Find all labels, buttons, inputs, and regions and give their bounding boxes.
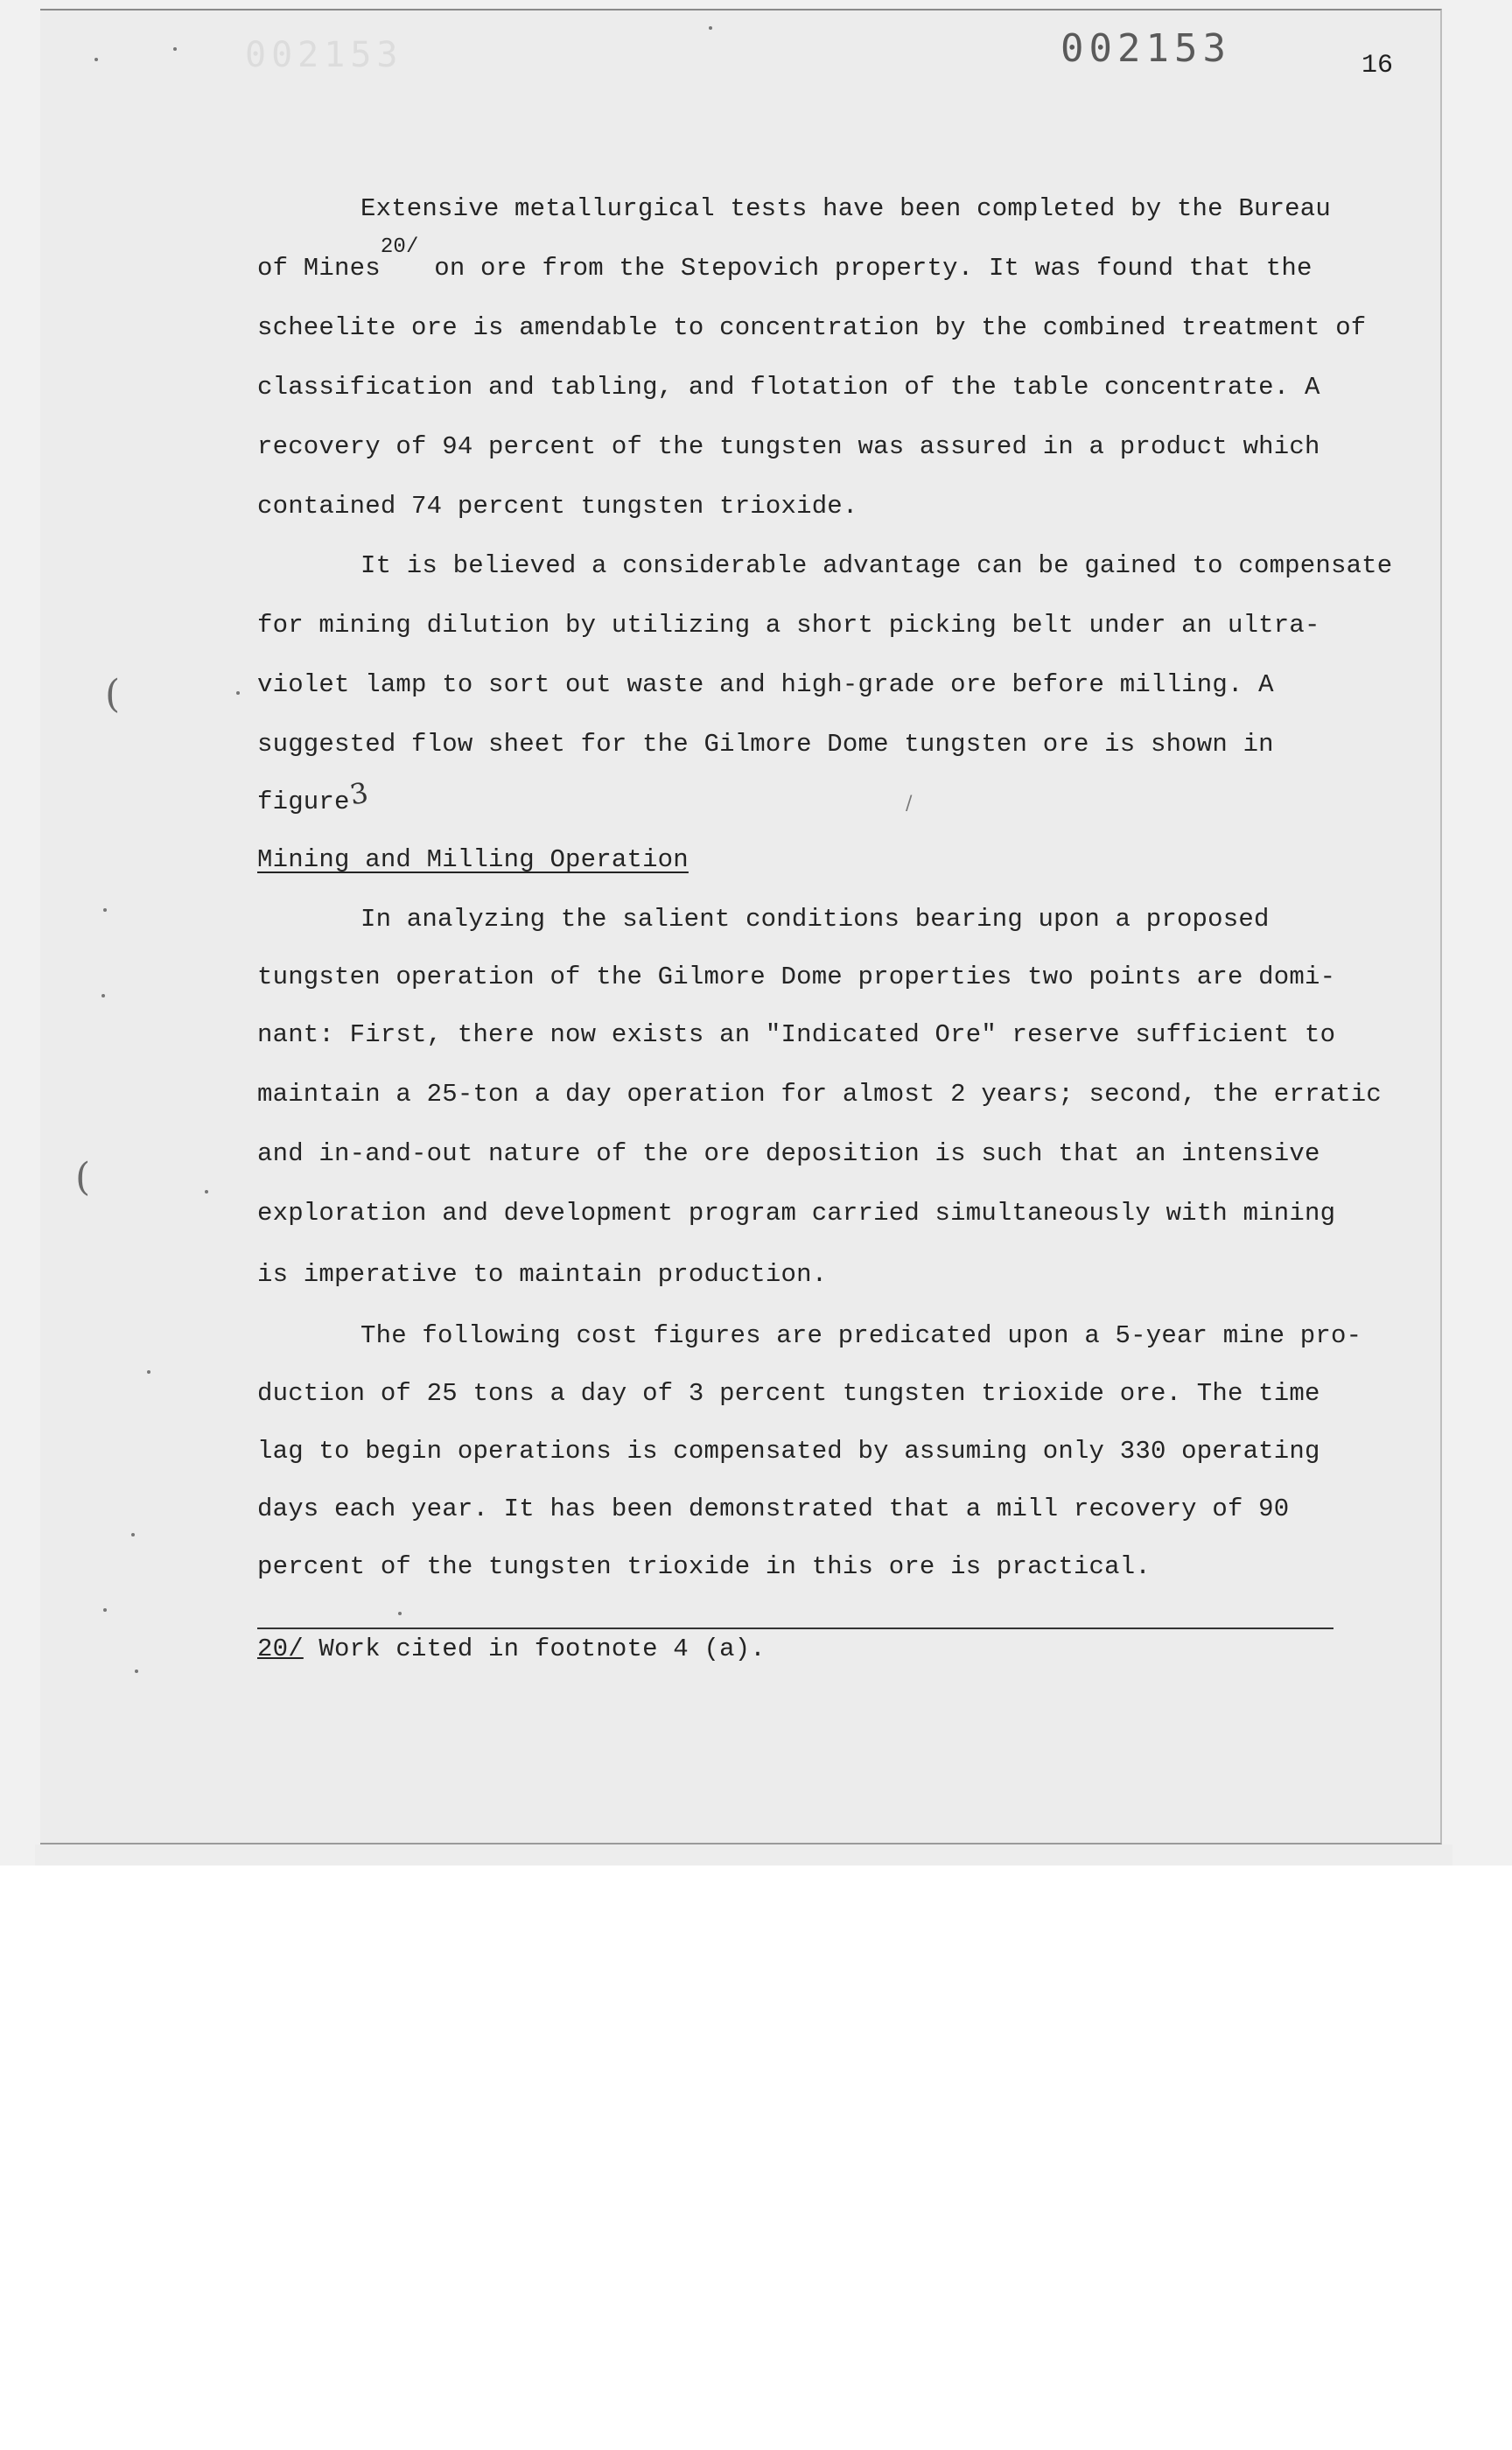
bleed-through-stamp: 002153 — [245, 35, 403, 75]
p3-line-3: nant: First, there now exists an "Indicated Ore" reserve sufficient to — [257, 1020, 1336, 1049]
p3-line-4: maintain a 25-ton a day operation for almost 2 years; second, the erratic — [257, 1080, 1382, 1109]
scan-speck — [173, 47, 177, 51]
margin-punch-mark: ( — [105, 672, 121, 717]
scan-speck — [709, 26, 712, 30]
p1-line-1: Extensive metallurgical tests have been completed by the Bureau — [360, 194, 1331, 223]
scan-speck — [147, 1370, 150, 1374]
footnote-mark: 20/ — [257, 1634, 304, 1663]
scan-speck — [205, 1190, 208, 1194]
scan-bottom-edge — [35, 1844, 1452, 1866]
p1-line-2 — [257, 235, 1312, 283]
document-stamp-number: 002153 — [1060, 26, 1231, 71]
p3-line-6: exploration and development program carried simultaneously with mining — [257, 1199, 1336, 1228]
scan-speck — [103, 908, 107, 912]
footnote-reference: 20/ — [380, 235, 419, 259]
p4-line-5: percent of the tungsten trioxide in this ore is practical. — [257, 1552, 1151, 1581]
p1-line-6: contained 74 percent tungsten trioxide. — [257, 492, 858, 521]
scan-speck — [102, 994, 105, 998]
p3-line-5: and in-and-out nature of the ore deposition is such that an intensive — [257, 1139, 1320, 1168]
scan-speck — [398, 1612, 402, 1615]
footnote-separator — [257, 1628, 1334, 1629]
section-heading: Mining and Milling Operation — [257, 845, 689, 874]
p1-line-5: recovery of 94 percent of the tungsten was assured in a product which — [257, 432, 1320, 461]
handwritten-figure-number: 3 — [346, 775, 371, 812]
p1-line-2-start: of Mines — [257, 254, 381, 283]
pencil-mark: / — [906, 793, 913, 815]
p4-line-2: duction of 25 tons a day of 3 percent tungsten trioxide ore. The time — [257, 1379, 1320, 1408]
scan-speck — [94, 58, 98, 61]
scan-speck — [135, 1670, 138, 1673]
p3-line-1: In analyzing the salient conditions bearing upon a proposed — [360, 905, 1270, 934]
footnote — [257, 1634, 766, 1663]
footnote-text: Work cited in footnote 4 (a). — [303, 1634, 766, 1663]
page-number: 16 — [1362, 51, 1394, 80]
p1-line-4: classification and tabling, and flotation of the table concentrate. A — [257, 373, 1320, 402]
p1-line-3: scheelite ore is amendable to concentration by the combined treatment of — [257, 313, 1367, 342]
p2-line-2: for mining dilution by utilizing a short picking belt under an ultra- — [257, 611, 1320, 640]
p2-line-3: violet lamp to sort out waste and high-grade ore before milling. A — [257, 670, 1274, 699]
p4-line-4: days each year. It has been demonstrated that a mill recovery of 90 — [257, 1494, 1290, 1523]
scan-speck — [236, 691, 240, 695]
margin-punch-mark: ( — [75, 1155, 91, 1200]
p2-line-4: suggested flow sheet for the Gilmore Dome tungsten ore is shown in — [257, 730, 1274, 759]
p2-line-1: It is believed a considerable advantage can be gained to compensate — [360, 551, 1393, 580]
p3-line-2: tungsten operation of the Gilmore Dome properties two points are domi- — [257, 962, 1336, 991]
p2-line-5: figure — [257, 788, 350, 816]
p4-line-1: The following cost figures are predicated upon a 5-year mine pro- — [360, 1321, 1362, 1350]
p4-line-3: lag to begin operations is compensated by assuming only 330 operating — [257, 1437, 1320, 1466]
scan-speck — [131, 1533, 135, 1536]
scan-speck — [103, 1608, 107, 1612]
p3-line-7: is imperative to maintain production. — [257, 1260, 828, 1289]
p1-line-2-end: on ore from the Stepovich property. It was found that the — [418, 254, 1312, 283]
